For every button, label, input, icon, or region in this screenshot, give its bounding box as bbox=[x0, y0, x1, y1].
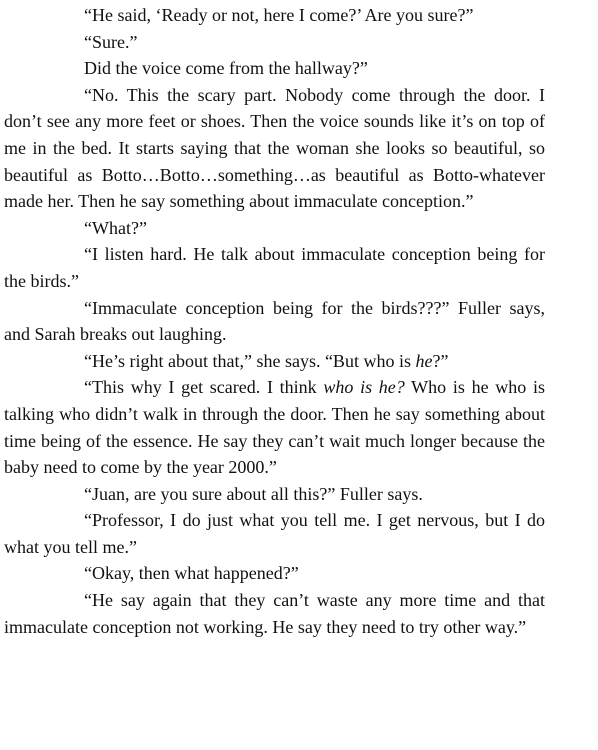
paragraph-text: “What?” bbox=[84, 217, 147, 238]
paragraph-italic-text: he bbox=[415, 350, 433, 371]
paragraph-4 bbox=[4, 82, 545, 215]
paragraph-13 bbox=[4, 587, 545, 640]
paragraph-italic-text: who is he? bbox=[323, 377, 405, 398]
paragraph-6 bbox=[4, 241, 545, 294]
paragraph-11 bbox=[4, 507, 545, 560]
paragraph-text: “He said, ‘Ready or not, here I come?’ Are you sure?” bbox=[84, 5, 474, 25]
paragraph-text: “I listen hard. He talk about immaculate conception being for the birds.” bbox=[4, 244, 545, 291]
document-page bbox=[4, 2, 545, 640]
paragraph-1 bbox=[4, 2, 545, 29]
paragraph-text: “Okay, then what happened?” bbox=[84, 563, 299, 584]
paragraph-text: “No. This the scary part. Nobody come through the door. I don’t see any more feet or shoes. Then the voice sounds like it’s on top of me in the bed. It starts saying that the woman she looks so beautiful, so beautiful as Botto…Botto…something…as beautiful as Botto-whatever made her. Then he say something about immaculate conception.” bbox=[4, 84, 545, 212]
paragraph-2 bbox=[4, 29, 545, 56]
paragraph-text: Did the voice come from the hallway?” bbox=[84, 58, 368, 79]
paragraph-8 bbox=[4, 348, 545, 375]
paragraph-text: “Juan, are you sure about all this?” Fuller says. bbox=[84, 483, 423, 504]
paragraph-text: ?” bbox=[432, 350, 449, 371]
paragraph-text: Who is he who is talking who didn’t walk in through the door. Then he say something about time being of the essence. He say they can’t wait much longer because the baby need to come by the year 2000.” bbox=[4, 377, 545, 478]
paragraph-10 bbox=[4, 481, 545, 508]
paragraph-7 bbox=[4, 295, 545, 348]
paragraph-text: “He say again that they can’t waste any more time and that immaculate conception not working. He say they need to try other way.” bbox=[4, 590, 545, 637]
paragraph-5 bbox=[4, 215, 545, 242]
paragraph-text: “Professor, I do just what you tell me. I get nervous, but I do what you tell me.” bbox=[4, 510, 545, 557]
paragraph-text: “He’s right about that,” she says. “But who is bbox=[84, 350, 416, 371]
paragraph-text: “Sure.” bbox=[84, 31, 138, 52]
paragraph-12 bbox=[4, 560, 545, 587]
paragraph-9 bbox=[4, 374, 545, 480]
paragraph-text: “Immaculate conception being for the birds???” Fuller says, and Sarah breaks out laughing. bbox=[4, 297, 545, 345]
paragraph-3 bbox=[4, 55, 545, 82]
paragraph-text: “This why I get scared. I think bbox=[84, 377, 324, 398]
